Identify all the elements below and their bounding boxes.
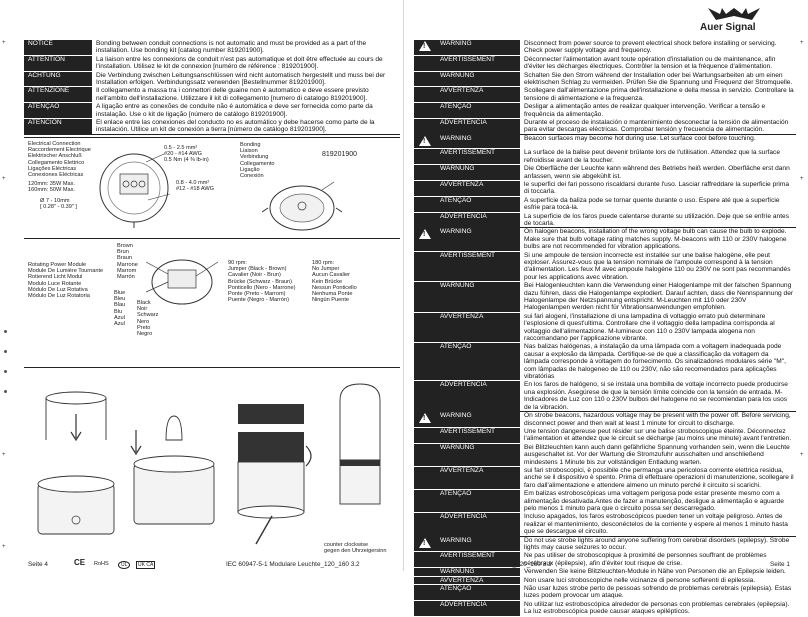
footer-reference: IEC 60947-5-1 Modulare Leuchte_120_160 3.2 <box>226 561 360 568</box>
notice-row <box>24 71 400 87</box>
warning-row <box>414 119 796 135</box>
notice-text: A ligação entre as conexões de conduíte não é automática e deve ser fornecida como parte da instalação. Use o kit de ligação [número de catálogo 819201900]. <box>92 103 400 119</box>
warning-row <box>414 343 796 381</box>
title-line: Collegamento Elettrico <box>28 159 85 166</box>
warning-row <box>414 165 796 181</box>
warning-row <box>414 536 796 552</box>
footer-page-number: Seite 4 <box>28 561 48 568</box>
warning-text: Bei Blitzleuchten kann auch dann gefährliche Spannung vorhanden sein, wenn die Leuchte ausgeschaltet ist. Vor der Wartung die Stromzufuhr ausschalten und anschließend mindestens 1 Minute bis zur vollständigen Entladung warten. <box>520 443 796 466</box>
wire-size-a: 0.5 - 2.5 mm² #20 - #14 AWG 0.5 Nm (4 ⅜ lb-in) <box>164 145 209 164</box>
footer-page-number: Seite 1 <box>770 561 790 568</box>
counter-clockwise-label: counter clockwise gegen den Uhrzeigersinn <box>324 542 387 555</box>
warning-triangle-icon: ! <box>414 412 436 428</box>
warning-label: ATENÇÃO <box>436 196 520 212</box>
fold-mark: + <box>2 452 6 458</box>
warning-text: Desligar a alimentação antes de realizar qualquer intervenção. Verificar a tensão e frequência da alimentação. <box>520 103 796 119</box>
warning-text: On halogen beacons, installation of the wrong voltage bulb can cause the bulb to explode. Make sure that bulb voltage rating matches supply. M-beacons with 110 or 230V halogene bulbs are not recommended for vibration applications. <box>520 228 796 251</box>
warning-row <box>414 180 796 196</box>
warning-text: Ne pas utiliser de stroboscopique à proximité de personnes souffrant de problèmes cérébraux (épilepsie), afin d'éviter tout risque de crise. <box>520 552 796 568</box>
warning-text: Bei Halogenleuchten kann die Verwendung einer Halogenlampe mit der falschen Spannung dazu führen, dass die Halogenlampe explodiert. Darauf achten, dass die Nennspannung der Halogenlampe der Netzspannung entspricht. M-Leuchten mit 110 oder 230V Halogenlampen werden nicht für Vibrationsanwendungen empfohlen. <box>520 282 796 313</box>
brand-name: Auer Signal <box>700 22 756 33</box>
warning-label: AVVERTENZA <box>436 312 520 343</box>
warning-row <box>414 312 796 343</box>
warning-label: AVVERTENZA <box>436 576 520 584</box>
rotating-module-drawing <box>146 252 218 310</box>
fold-mark: + <box>800 40 804 46</box>
warning-label: ADVERTENCIA <box>436 600 520 616</box>
notice-row <box>24 119 400 135</box>
notice-label: ATENÇÃO <box>24 103 92 119</box>
fold-mark: + <box>800 452 804 458</box>
warning-text: le superfici dei fari possono riscaldarsi durante l'uso. Lasciar raffreddare la superficie prima di toccarla. <box>520 180 796 196</box>
warning-row <box>414 568 796 576</box>
warning-label: WARNING <box>436 228 520 251</box>
title-line: Elektrischer Anschluß <box>28 153 82 160</box>
bonding-kit-number: 819201900 <box>322 151 358 158</box>
notice-row <box>24 40 400 55</box>
bonding-titles: Bonding Liaison Verbindung Collegamento Ligação Conexión <box>240 142 275 180</box>
rpm90-labels: 90 rpm: Jumper (Black - Brown) Cavalier (Noir - Brun) Brücke (Schwarz - Braun) Ponticello (Nero - Marrone) Ponte (Preto - Marrom) Puente (Negro - Marrón) <box>228 260 296 304</box>
warning-label: ADVERTENCIA <box>436 381 520 412</box>
rpm180-labels: 180 rpm: No Jumper Aucun Cavalier Kein Brücke Nessun Ponticello Nenhuma Ponte Ningún Puente <box>312 260 357 304</box>
rotating-titles: Rotating Power Module Module De Lumière Tournante Rotierend Licht Modul Modulo Luce Rotante Módulo De Luz Rotativa Módulo De Luz Rotatoria <box>28 262 104 300</box>
warning-row <box>414 228 796 251</box>
punch-mark <box>4 330 7 333</box>
warning-row <box>414 87 796 103</box>
warning-row <box>414 282 796 313</box>
warning-row <box>414 443 796 466</box>
warning-row <box>414 585 796 601</box>
warning-label: WARNUNG <box>436 71 520 87</box>
section-divider <box>24 238 400 239</box>
notice-label: NOTICE <box>24 40 92 55</box>
warning-text: A superfície da baliza pode se tornar quente durante o uso. Espere até que a superfície esfrie para tocá-la. <box>520 196 796 212</box>
warning-label: ADVERTENCIA <box>436 119 520 135</box>
notice-row <box>24 55 400 71</box>
bonding-drawing <box>262 178 342 234</box>
footer-ukca-mark: UK CA <box>138 562 154 568</box>
notice-label: ACHTUNG <box>24 71 92 87</box>
warning-text: Incluso apagados, los faros estroboscópicos pueden tener un voltaje peligroso. Antes de realizar el mantenimiento, desconéctelos de la corriente y espere al menos 1 minuto hasta que se descargue el circuito. <box>520 513 796 536</box>
warning-row <box>414 381 796 412</box>
warning-row <box>414 412 796 428</box>
warning-text: Scollegare dall'alimentazione prima dell'installazione e della messa in servizio. Controllare la tensione di alimentazione e la frequenza. <box>520 87 796 103</box>
warning-label: ATENÇÃO <box>436 585 520 601</box>
title-line: Ligações Eléctricas <box>28 165 77 172</box>
wattage-line: 120mm: 35W Max. <box>28 181 75 188</box>
warning-text: La surface de la balise peut devenir brûlante lors de l'utilisation. Attendez que la surface refroidisse avant de la toucher. <box>520 149 796 165</box>
warning-row <box>414 600 796 616</box>
warning-text: Die Oberfläche der Leuchte kann während des Betriebs heiß werden. Oberfläche erst dann anfassen, wenn sie abgekühlt ist. <box>520 165 796 181</box>
fold-mark: + <box>800 176 804 182</box>
warning-row <box>414 251 796 282</box>
warning-label: WARNUNG <box>436 443 520 466</box>
footer-reference: IEC 60947-5-1 Modulare Leuchte_120_160 3.3 <box>418 561 552 568</box>
warning-row <box>414 134 796 148</box>
notice-table <box>24 40 400 135</box>
notice-text: Bonding between conduit connections is not automatic and must be provided as a part of the installation. Use bonding kit [catalog number 819201900]. <box>92 40 400 55</box>
warning-row <box>414 71 796 87</box>
notice-text: El enlace entre las conexiones del conducto no es automático y debe hacerse como parte de la instalación. Utilice un kit de conexión a tierra [número de catálogo 819201900]. <box>92 119 400 135</box>
brown-wire-labels: Brown Brun Braun Marrone Marrom Marrón <box>117 243 138 281</box>
warning-label: ATENÇÃO <box>436 343 520 381</box>
blue-wire-labels: Blue Bleu Blau Blu Azul Azul <box>114 290 126 328</box>
warning-text: No utilizar luz estroboscópica alrededor de personas con problemas cerebrales (epilepsia). La luz estroboscópica puede causar ataques epilépticos. <box>520 600 796 616</box>
notice-text: La liaison entre les connexions de conduit n'est pas automatique et doit être effectuée au cours de l'installation. Utilisez le kit de connexion [numéro de référence : 819201900]. <box>92 55 400 71</box>
warning-label: AVERTISSEMENT <box>436 251 520 282</box>
warning-row <box>414 40 796 55</box>
warning-text: Durante el proceso de instalación o mantenimiento desconectar la tensión de alimentación para evitar descargas eléctricas. Comprobar tensión y frecuencia de alimentación. <box>520 119 796 135</box>
warning-triangle-icon: ! <box>414 40 436 55</box>
warning-label: AVERTISSEMENT <box>436 55 520 71</box>
warning-text: Déconnecter l'alimentation avant toute opération d'installation ou de maintenance, afin d'éviter les décharges électriques. Contrôler la tension et la fréquence d'alimentation. <box>520 55 796 71</box>
warning-text: sui fari stroboscopici, è possibile che permanga una pericolosa corrente elettrica residua, anche se il dispositivo è spento. Prima di effettuare operazioni di manutenzione, scollegare il faro dall'alimentazione e attendere almeno un minuto perché il circuito si scarichi. <box>520 466 796 489</box>
terminal-base-drawing <box>90 148 180 228</box>
assembly-drawings <box>24 380 400 550</box>
warning-row <box>414 149 796 165</box>
warning-text: La superficie de los faros puede calentarse durante su utilización. Deje que se enfríe antes de tocarla. <box>520 212 796 228</box>
right-page <box>404 0 808 616</box>
warning-text: On strobe beacons, hazardous voltage may be present with the power off. Before servicing, disconnect power and then wait at least 1 minute for circuit to discharge. <box>520 412 796 428</box>
warning-label: WARNING <box>436 536 520 552</box>
warning-text: Do not use strobe lights around anyone suffering from cerebral disorders (epilepsy). Strobe lights may cause seizures to occur. <box>520 536 796 552</box>
warning-row <box>414 55 796 71</box>
warning-row <box>414 427 796 443</box>
warning-label: WARNING <box>436 412 520 428</box>
warning-label: AVERTISSEMENT <box>436 427 520 443</box>
wire-size-b: 0.8 - 4.0 mm² #12 - #18 AWG <box>176 180 215 193</box>
warning-triangle-icon: ! <box>414 228 436 251</box>
fold-mark: + <box>2 176 6 182</box>
warning-label: WARNUNG <box>436 282 520 313</box>
left-page <box>0 0 404 571</box>
warning-text: Une tension dangereuse peut résider sur une balise stroboscopique éteinte. Déconnectez l'alimentation et attendez que le circuit se décharge (au moins une minute) avant l'entretien. <box>520 427 796 443</box>
cable-diameter: Ø 7 - 10mm [ 0.28" - 0.39" ] <box>40 198 77 211</box>
warning-text: Em balizas estroboscópicas uma voltagem perigosa pode estar presente mesmo com a alimentação desativada.Antes de fazer a manutenção, desligue a alimentação e aguarde pelo menos 1 minuto para que o circuito possa ser descarregado. <box>520 490 796 513</box>
warning-row <box>414 466 796 489</box>
notice-row <box>24 103 400 119</box>
warning-row <box>414 576 796 584</box>
warning-row <box>414 513 796 536</box>
notice-label: ATENCION <box>24 119 92 135</box>
warning-label: AVVERTENZA <box>436 87 520 103</box>
warning-triangle-icon: ! <box>414 134 436 148</box>
title-line: Conexiones Eléctricas <box>28 172 84 179</box>
warning-label: WARNING <box>436 40 520 55</box>
footer-ul-mark: UL <box>118 561 130 569</box>
warning-row <box>414 196 796 212</box>
warning-text: En los faros de halógeno, si se instala una bombilla de voltaje incorrecto puede producirse una explosión. Asegúrese de que la tensión límite coincide con la tensión de entrada. M-Indicadores de Luz con 110 o 230V bulbos del halogene no se recomiendan para los usos de la vibración. <box>520 381 796 412</box>
section-divider <box>24 367 400 368</box>
notice-row <box>24 87 400 103</box>
notice-label: ATTENZIONE <box>24 87 92 103</box>
warning-label: AVERTISSEMENT <box>436 149 520 165</box>
warning-text: Beacon surfaces may become hot during use. Let surface cool before touching. <box>520 134 796 148</box>
notice-text: Die Verbindung zwischen Leitungsanschlüssen wird nicht automatisch hergestellt und muss bei der Installation erfolgen. Verbindungssatz verwenden [Bestellnummer 819201900]. <box>92 71 400 87</box>
warning-label: ATENÇÃO <box>436 103 520 119</box>
warning-text: Disconnect from power source to prevent electrical shock before installing or servicing. Check power supply voltage and frequency. <box>520 40 796 55</box>
warning-label: AVVERTENZA <box>436 180 520 196</box>
warning-label: AVVERTENZA <box>436 466 520 489</box>
punch-mark <box>4 390 7 393</box>
warning-text: sui fari alogeni, l'installazione di una lampadina di voltaggio errato può determinare l'esplosione di quest'ultima. Controllare che il voltaggio della lampadina corrisponda al voltaggio dell'alimentazione. M-lumineux con 110 o 230V lampada alogena non raccomandano per l'applicazione vibrante. <box>520 312 796 343</box>
warning-text: Non usare luci stroboscopiche nelle vicinanze di persone sofferenti di epilessia. <box>520 576 796 584</box>
footer-rohs-mark: RoHS <box>94 561 109 567</box>
black-wire-labels: Black Noir Schwarz Nero Preto Negro <box>137 300 159 338</box>
footer-ce-mark: CE <box>74 558 86 567</box>
warning-label: ADVERTENCIA <box>436 212 520 228</box>
warning-text: Verwenden Sie keine Blitzleuchten-Module in Nähe von Personen die an Epilepsie leiden. <box>520 568 796 576</box>
warning-table <box>414 40 796 617</box>
warning-triangle-icon: ! <box>414 536 436 552</box>
notice-text: Il collegamento a massa tra i connettori delle guaine non è automatico e deve essere previsto nell'ambito dell'installazione. Utilizzare il kit di collegamento [numero di catalogo 819201900]. <box>92 87 400 103</box>
fold-mark: + <box>2 544 6 550</box>
notice-label: ATTENTION <box>24 55 92 71</box>
wattage-line: 160mm: 50W Max. <box>28 187 75 194</box>
title-line: Raccordement Electrique <box>28 147 91 154</box>
punch-mark <box>4 370 7 373</box>
warning-label: WARNUNG <box>436 165 520 181</box>
warning-label: WARNING <box>436 134 520 148</box>
warning-text: Não usar luzes strobe perto de pessoas sofrendo de problemas cerebrais (epilepsia). Estas luzes podem provocar um ataque. <box>520 585 796 601</box>
warning-row <box>414 490 796 513</box>
fold-mark: + <box>2 40 6 46</box>
electrical-connection-titles <box>28 141 91 194</box>
warning-label: WARNUNG <box>436 568 520 576</box>
warning-row <box>414 103 796 119</box>
punch-mark <box>4 350 7 353</box>
warning-label: ATENÇÃO <box>436 490 520 513</box>
warning-label: ADVERTENCIA <box>436 513 520 536</box>
warning-label: AVERTISSEMENT <box>436 552 520 568</box>
warning-text: Schalten Sie den Strom während der Installation oder bei Wartungsarbeiten ab um einen elektrischen Schlag zu vermeiden. Prüfen Sie die Spannung und Frequenz der Stromquelle. <box>520 71 796 87</box>
section-divider <box>24 137 400 138</box>
warning-row <box>414 212 796 228</box>
warning-text: Si une ampoule de tension incorrecte est installée sur une balise halogène, elle peut exploser. Assurez-vous que la tension nominale de l'ampoule correspond à la tension d'alimentation. Les feux M avec ampoule halogène 110 ou 230V ne sont pas recommandés pour les applications avec vibration. <box>520 251 796 282</box>
title-line: Electrical Connection <box>28 141 81 147</box>
warning-text: Nas balizas halógenas, a instalação da uma lâmpada com a voltagem inadequada pode causar a explosão da lâmpada. Certifique-se de que a classificação da voltagem da lâmpada corresponde à voltagem do fornecimento. Os sinalizadores modulares série "M", com lâmpadas de halogeneo de 110 ou 230V, não são recomendados para aplicações vibratórias <box>520 343 796 381</box>
